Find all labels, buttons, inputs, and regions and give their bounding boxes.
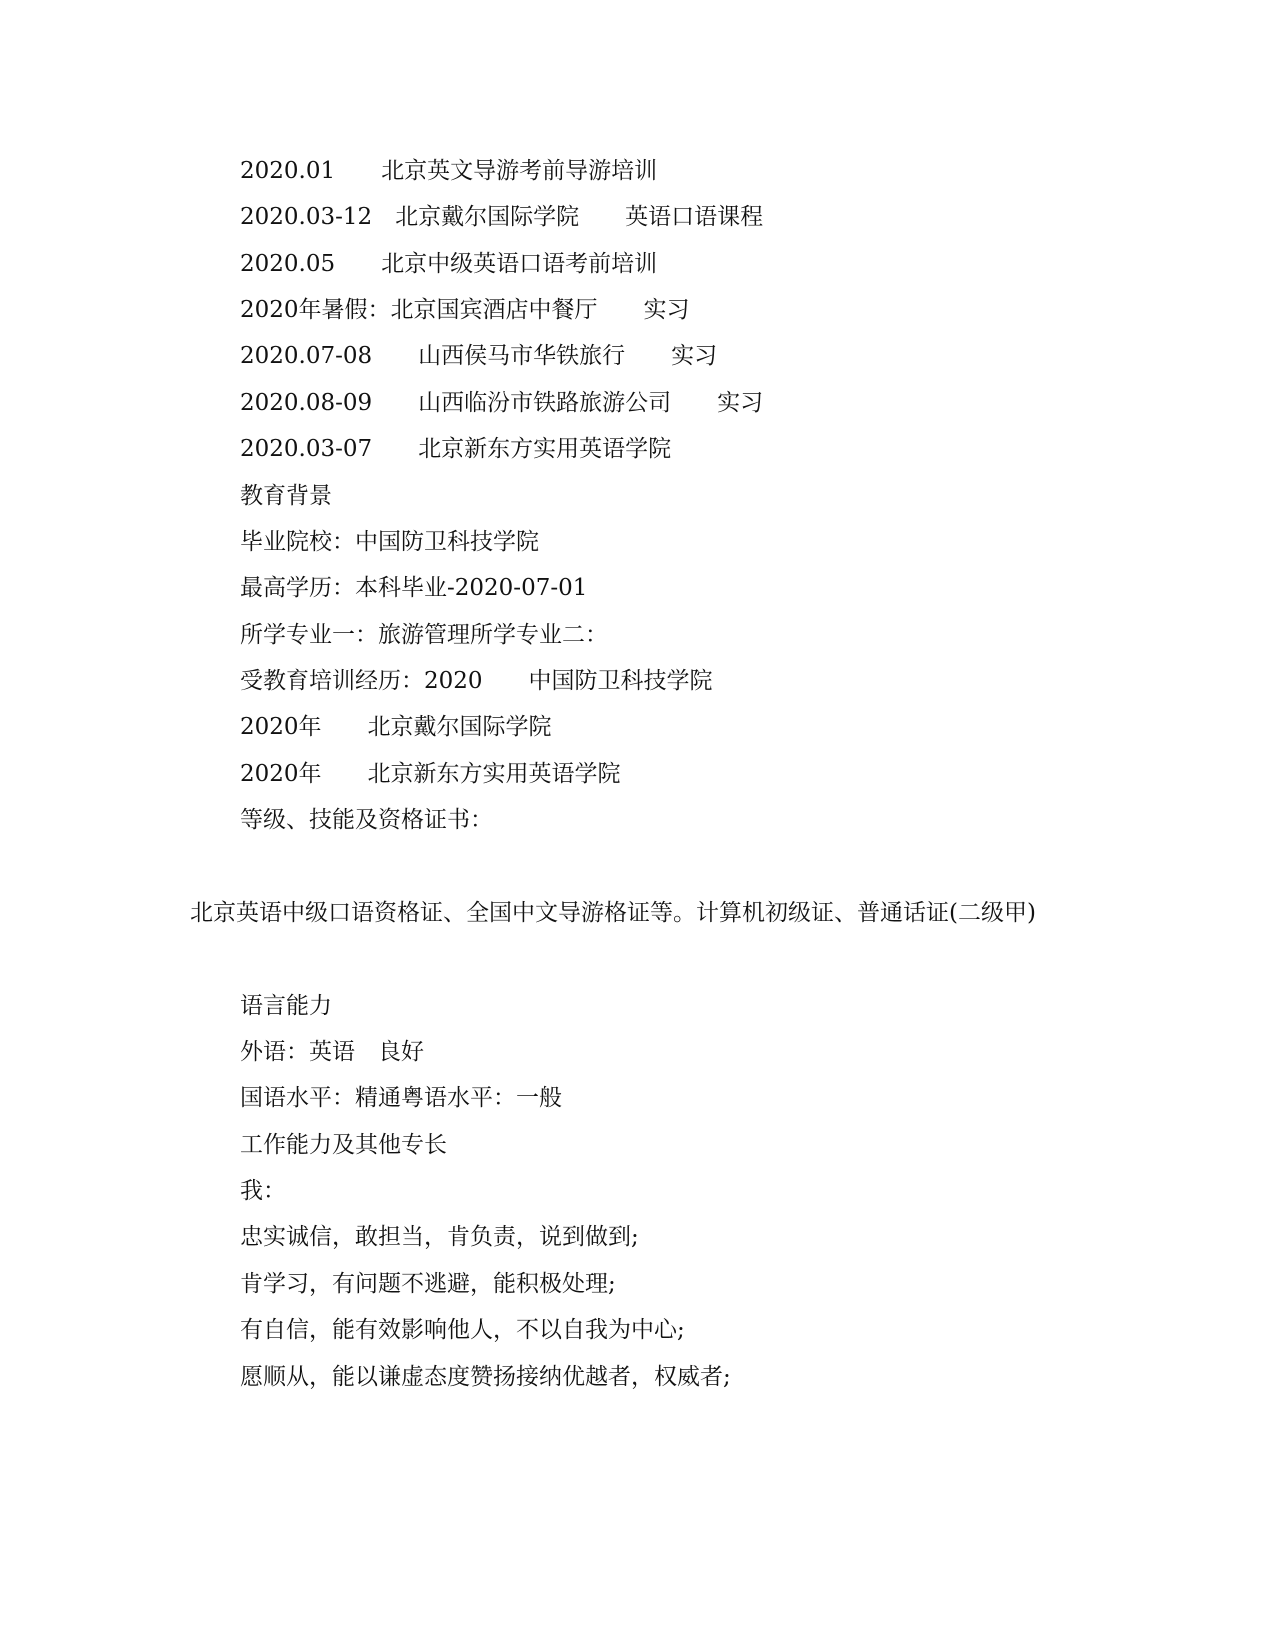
mandarin-cantonese-level: 国语水平：精通粤语水平：一般 xyxy=(240,1085,562,1111)
internship-line-1: 2020年暑假：北京国宾酒店中餐厅 实习 xyxy=(240,297,690,323)
self-intro: 我： xyxy=(240,1178,286,1204)
major: 所学专业一：旅游管理所学专业二： xyxy=(240,622,608,648)
trait-line-1: 忠实诚信，敢担当，肯负责，说到做到; xyxy=(240,1224,639,1250)
training-line-2: 2020.03-12 北京戴尔国际学院 英语口语课程 xyxy=(240,204,764,230)
language-heading: 语言能力 xyxy=(240,993,332,1019)
certificates-paragraph: 北京英语中级口语资格证、全国中文导游格证等。计算机初级证、普通话证(二级甲) xyxy=(190,900,1036,926)
certificates-heading: 等级、技能及资格证书： xyxy=(240,807,493,833)
training-line-4: 2020.03-07 北京新东方实用英语学院 xyxy=(240,436,672,462)
education-history-1: 受教育培训经历：2020 中国防卫科技学院 xyxy=(240,668,713,694)
internship-line-2: 2020.07-08 山西侯马市华铁旅行 实习 xyxy=(240,343,718,369)
education-history-3: 2020年 北京新东方实用英语学院 xyxy=(240,761,621,787)
trait-line-4: 愿顺从，能以谦虚态度赞扬接纳优越者，权威者; xyxy=(240,1364,731,1390)
foreign-language: 外语：英语 良好 xyxy=(240,1039,424,1065)
training-line-1: 2020.01 北京英文导游考前导游培训 xyxy=(240,158,658,184)
education-heading: 教育背景 xyxy=(240,483,332,509)
highest-degree: 最高学历：本科毕业-2020-07-01 xyxy=(240,575,588,601)
trait-line-2: 肯学习，有问题不逃避，能积极处理; xyxy=(240,1271,616,1297)
education-history-2: 2020年 北京戴尔国际学院 xyxy=(240,714,552,740)
internship-line-3: 2020.08-09 山西临汾市铁路旅游公司 实习 xyxy=(240,390,764,416)
skills-heading: 工作能力及其他专长 xyxy=(240,1132,447,1158)
trait-line-3: 有自信，能有效影响他人，不以自我为中心; xyxy=(240,1317,685,1343)
training-line-3: 2020.05 北京中级英语口语考前培训 xyxy=(240,251,658,277)
graduate-school: 毕业院校：中国防卫科技学院 xyxy=(240,529,539,555)
